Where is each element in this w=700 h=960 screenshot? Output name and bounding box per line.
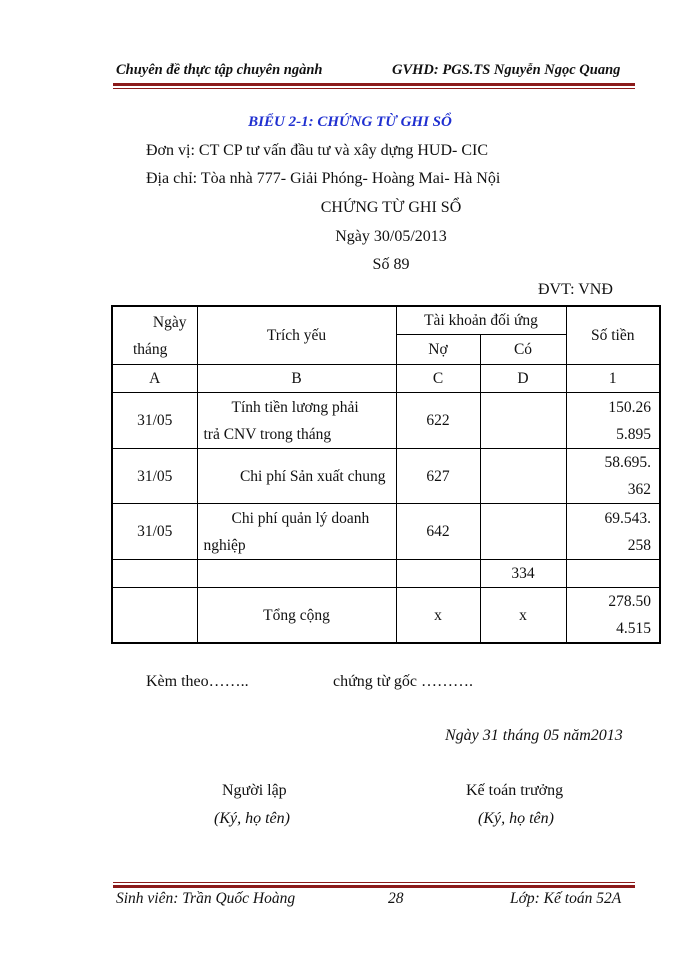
row-amount-line1: 69.543. <box>604 509 651 527</box>
header-date-line2: tháng <box>133 340 168 358</box>
row-date: 31/05 <box>112 393 197 449</box>
row-description-line1: Tính tiền lương phải <box>231 398 359 416</box>
table-row <box>112 449 660 504</box>
row-description-line2: trả CNV trong tháng <box>203 425 332 443</box>
row-debit: 622 <box>396 393 480 449</box>
row-description: Chi phí Sản xuất chung <box>197 449 396 504</box>
unit-line: Đơn vị: CT CP tư vấn đầu tư và xây dựng HUD- CIC <box>146 142 489 159</box>
document-title: CHỨNG TỪ GHI SỔ <box>320 199 462 216</box>
row-credit <box>480 393 566 449</box>
row-credit <box>480 449 566 504</box>
header-debit: Nợ <box>396 335 480 365</box>
header-rule-thin <box>113 88 635 89</box>
footer-class: Lớp: Kế toán 52A <box>510 890 622 907</box>
row-amount-line1: 150.26 <box>608 398 651 416</box>
total-debit: x <box>396 588 480 644</box>
total-credit: x <box>480 588 566 644</box>
row-credit <box>480 504 566 560</box>
document-date: Ngày 30/05/2013 <box>335 228 447 245</box>
header-rule-thick <box>113 83 635 86</box>
total-amount-line2: 4.515 <box>616 620 651 637</box>
code-cell: C <box>396 365 480 393</box>
document-number: Số 89 <box>372 256 410 273</box>
signer-chief-accountant: Kế toán trưởng <box>466 782 564 799</box>
form-title: BIỂU 2-1: CHỨNG TỪ GHI SỔ <box>248 114 452 130</box>
total-amount-line1: 278.50 <box>608 593 651 610</box>
code-cell: A <box>112 365 197 393</box>
header-date-line1: Ngày <box>152 313 187 331</box>
ledger-table <box>111 305 661 644</box>
row-amount-line1: 58.695. <box>604 454 651 471</box>
row-amount-line2: 362 <box>627 481 651 498</box>
row-date: 31/05 <box>112 449 197 504</box>
header-amount: Số tiền <box>566 306 660 365</box>
row-amount <box>566 449 660 504</box>
table-row <box>112 393 660 449</box>
code-cell: B <box>197 365 396 393</box>
footer-rule-thick <box>113 885 635 888</box>
row-debit: 642 <box>396 504 480 560</box>
row-date <box>112 560 197 588</box>
row-description <box>197 393 396 449</box>
table-row <box>112 560 660 588</box>
total-row <box>112 588 660 644</box>
header-advisor: GVHD: PGS.TS Nguyễn Ngọc Quang <box>392 62 621 78</box>
row-description-line1: Chi phí quản lý doanh <box>231 509 370 527</box>
signer-chief-accountant-note: (Ký, họ tên) <box>478 810 554 827</box>
address-line: Địa chỉ: Tòa nhà 777- Giải Phóng- Hoàng Mai- Hà Nội <box>146 170 501 187</box>
total-date <box>112 588 197 644</box>
signer-preparer-note: (Ký, họ tên) <box>214 810 290 827</box>
code-cell: D <box>480 365 566 393</box>
header-description: Trích yếu <box>197 306 396 365</box>
row-amount-line2: 5.895 <box>616 425 651 443</box>
row-description <box>197 504 396 560</box>
row-amount <box>566 504 660 560</box>
row-credit: 334 <box>480 560 566 588</box>
header-date-cell <box>112 306 197 365</box>
attachment-source: chứng từ gốc ………. <box>333 673 473 690</box>
row-debit <box>396 560 480 588</box>
total-amount <box>566 588 660 644</box>
header-course: Chuyên đề thực tập chuyên ngành <box>116 62 323 78</box>
row-description-line2: nghiệp <box>203 536 246 554</box>
footer-student: Sinh viên: Trần Quốc Hoàng <box>116 890 296 907</box>
footer-rule-thin <box>113 882 635 883</box>
sign-date: Ngày 31 tháng 05 năm2013 <box>445 727 623 744</box>
attachment-count: Kèm theo…….. <box>146 673 249 690</box>
signer-preparer: Người lập <box>222 782 287 799</box>
row-debit: 627 <box>396 449 480 504</box>
code-cell: 1 <box>566 365 660 393</box>
row-amount <box>566 560 660 588</box>
header-account: Tài khoản đối ứng <box>396 306 566 335</box>
currency-unit: ĐVT: VNĐ <box>538 281 613 298</box>
table-row <box>112 504 660 560</box>
row-description <box>197 560 396 588</box>
page-number: 28 <box>388 890 404 907</box>
total-label: Tổng cộng <box>197 588 396 644</box>
header-credit: Có <box>480 335 566 365</box>
row-amount-line2: 258 <box>627 536 651 554</box>
row-date: 31/05 <box>112 504 197 560</box>
row-amount <box>566 393 660 449</box>
